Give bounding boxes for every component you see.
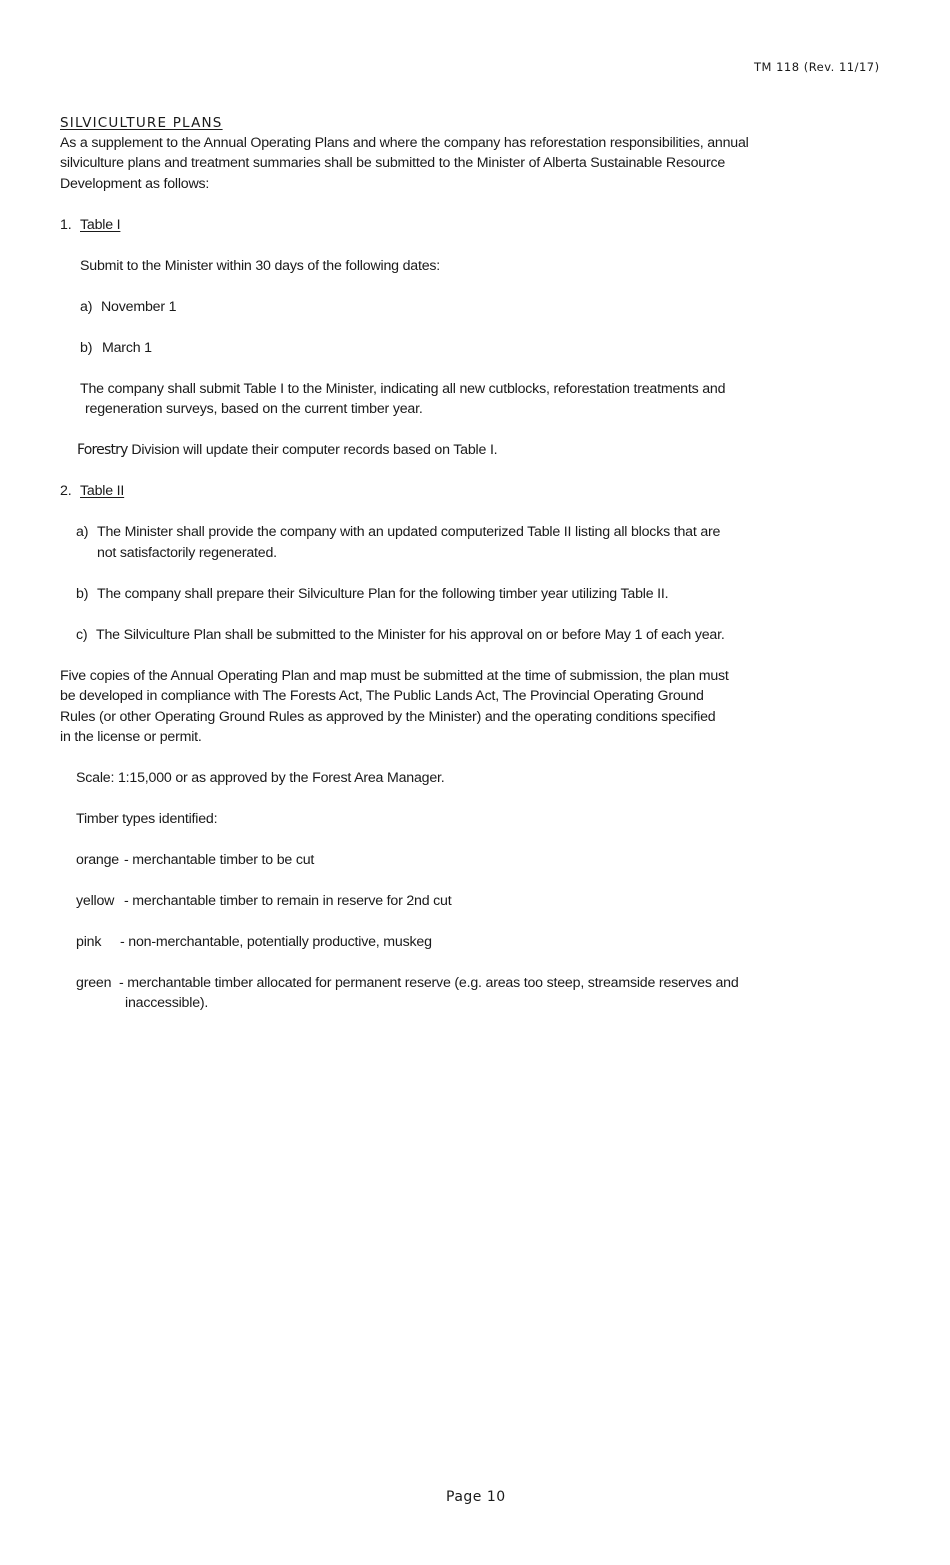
aop-line: be developed in compliance with The Forests Act, The Public Lands Act, The Provincial Operating Ground bbox=[60, 688, 704, 704]
forestry-note-text: Division will update their computer records based on Table I. bbox=[131, 442, 498, 458]
forestry-word: Forestry bbox=[77, 442, 128, 458]
timber-type-desc: - merchantable timber to be cut bbox=[124, 852, 315, 868]
timber-type-desc: - merchantable timber to remain in reserve for 2nd cut bbox=[124, 893, 452, 909]
timber-type-desc: - non-merchantable, potentially productive, muskeg bbox=[120, 934, 432, 950]
item-text: The Minister shall provide the company with an updated computerized Table II listing all blocks that are bbox=[97, 524, 721, 540]
intro-line: Development as follows: bbox=[60, 176, 210, 192]
date-label: a) bbox=[80, 299, 93, 315]
item-label: b) bbox=[76, 586, 89, 602]
forestry-note bbox=[77, 440, 497, 461]
aop-line: Rules (or other Operating Ground Rules as approved by the Minister) and the operating conditions specified bbox=[60, 709, 716, 725]
date-value: November 1 bbox=[101, 299, 177, 315]
aop-line: Five copies of the Annual Operating Plan and map must be submitted at the time of submission, the plan must bbox=[60, 668, 729, 684]
scale-note: Scale: 1:15,000 or as approved by the Forest Area Manager. bbox=[76, 770, 445, 786]
table2-title: Table II bbox=[80, 483, 125, 499]
timber-type-color: orange bbox=[76, 852, 119, 868]
timber-type-color: green bbox=[76, 975, 112, 991]
intro-line: As a supplement to the Annual Operating Plans and where the company has reforestation responsibilities, annual bbox=[60, 135, 749, 151]
timber-type-color: pink bbox=[76, 934, 102, 950]
item-label: c) bbox=[76, 627, 88, 643]
list-number: 2. bbox=[60, 483, 72, 499]
aop-line: in the license or permit. bbox=[60, 729, 202, 745]
page-number: Page 10 bbox=[446, 1489, 506, 1505]
timber-type-color: yellow bbox=[76, 893, 115, 909]
date-label: b) bbox=[80, 340, 93, 356]
item-text: The Silviculture Plan shall be submitted to the Minister for his approval on or before May 1 of each year. bbox=[96, 627, 725, 643]
intro-line: silviculture plans and treatment summaries shall be submitted to the Minister of Alberta Sustainable Resource bbox=[60, 155, 726, 171]
table1-title: Table I bbox=[80, 217, 121, 233]
company-submit-line: regeneration surveys, based on the current timber year. bbox=[85, 401, 423, 417]
submit-instruction: Submit to the Minister within 30 days of the following dates: bbox=[80, 258, 441, 274]
form-reference: TM 118 (Rev. 11/17) bbox=[754, 60, 880, 74]
timber-type-desc: inaccessible). bbox=[125, 995, 209, 1011]
timber-type-desc: - merchantable timber allocated for permanent reserve (e.g. areas too steep, streamside reserves and bbox=[119, 975, 739, 991]
item-text: not satisfactorily regenerated. bbox=[97, 545, 277, 561]
item-label: a) bbox=[76, 524, 89, 540]
list-number: 1. bbox=[60, 217, 72, 233]
timber-types-intro: Timber types identified: bbox=[76, 811, 218, 827]
section-title: SILVICULTURE PLANS bbox=[60, 115, 223, 131]
company-submit-line: The company shall submit Table I to the Minister, indicating all new cutblocks, reforestation treatments and bbox=[80, 381, 726, 397]
date-value: March 1 bbox=[102, 340, 152, 356]
item-text: The company shall prepare their Silviculture Plan for the following timber year utilizing Table II. bbox=[97, 586, 669, 602]
